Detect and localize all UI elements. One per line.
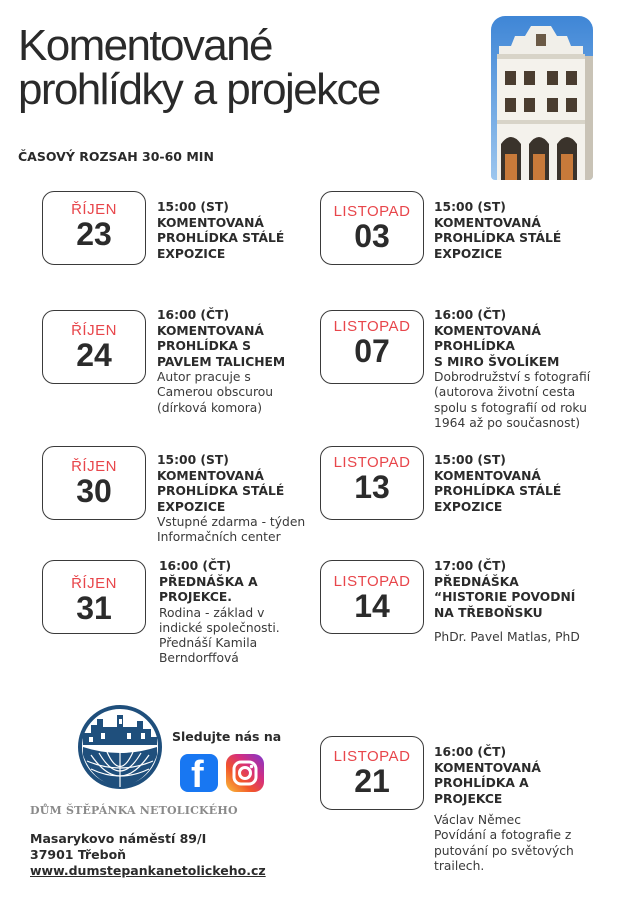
event-title: KOMENTOVANÁ PROHLÍDKA A PROJEKCE (434, 760, 541, 806)
event-title: KOMENTOVANÁ PROHLÍDKA STÁLÉ EXPOZICE (157, 215, 285, 261)
event-description: Vstupné zdarma - týden Informačních center (157, 515, 306, 545)
date-box (42, 310, 146, 384)
facebook-icon[interactable] (180, 754, 218, 796)
event-month: LISTOPAD (333, 454, 411, 471)
event-title: PŘEDNÁŠKA A PROJEKCE. (159, 574, 258, 604)
event-month: LISTOPAD (333, 318, 411, 335)
event-details (159, 559, 319, 667)
event-time: 17:00 (ČT) (434, 559, 507, 573)
date-box (42, 560, 146, 634)
date-box (42, 446, 146, 520)
title-line-1: Komentované (18, 21, 272, 70)
date-box (320, 191, 424, 265)
date-box (320, 310, 424, 384)
event-title: KOMENTOVANÁ PROHLÍDKA S MIRO ŠVOLÍKEM (434, 323, 560, 369)
event-time: 15:00 (ST) (434, 200, 506, 214)
event-details (434, 200, 614, 262)
event-details (434, 559, 624, 645)
event-title: KOMENTOVANÁ PROHLÍDKA STÁLÉ EXPOZICE (434, 215, 562, 261)
event-day: 21 (354, 763, 390, 799)
event-month: LISTOPAD (333, 573, 411, 590)
event-day: 03 (354, 218, 390, 254)
event-time: 16:00 (ČT) (157, 308, 230, 322)
instagram-icon[interactable] (226, 754, 264, 792)
event-details (434, 745, 624, 874)
event-month: ŘÍJEN (71, 201, 117, 218)
date-box (320, 736, 424, 810)
event-details (157, 200, 317, 262)
event-time: 15:00 (ST) (157, 453, 229, 467)
date-box (320, 446, 424, 520)
event-day: 07 (354, 333, 390, 369)
building-photo (491, 16, 593, 180)
address-street: Masarykovo náměstí 89/I (30, 831, 207, 846)
event-day: 24 (76, 337, 112, 373)
event-time: 16:00 (ČT) (434, 745, 507, 759)
event-time: 15:00 (ST) (434, 453, 506, 467)
event-description: Václav Němec Povídání a fotografie z putování po světových trailech. (434, 813, 574, 873)
event-time: 15:00 (ST) (157, 200, 229, 214)
event-month: ŘÍJEN (71, 575, 117, 592)
page-title (18, 21, 488, 114)
event-day: 30 (76, 473, 112, 509)
event-description: Rodina - základ v indické společnosti. Přednáší Kamila Berndorffová (159, 605, 280, 666)
date-box (320, 560, 424, 634)
event-month: LISTOPAD (333, 203, 411, 220)
event-details (157, 453, 327, 546)
date-box (42, 191, 146, 265)
organization-name: DŮM ŠTĚPÁNKA NETOLICKÉHO (30, 804, 238, 817)
event-month: LISTOPAD (333, 748, 411, 765)
event-day: 14 (354, 588, 390, 624)
address-city: 37901 Třeboň (30, 847, 127, 862)
title-line-2: prohlídky a projekce (18, 65, 380, 114)
event-description: Dobrodružství s fotografií (autorova životní cesta spolu s fotografií od roku 1964 až po současnost) (434, 370, 591, 430)
event-details (434, 308, 624, 431)
website-link[interactable]: www.dumstepankanetolickeho.cz (30, 863, 266, 878)
event-title: KOMENTOVANÁ PROHLÍDKA S PAVLEM TALICHEM (157, 323, 286, 369)
event-description: PhDr. Pavel Matlas, PhD (434, 630, 580, 644)
follow-us-label: Sledujte nás na (172, 729, 282, 744)
event-time: 16:00 (ČT) (159, 559, 232, 573)
event-day: 31 (76, 590, 112, 626)
event-details (434, 453, 614, 515)
event-month: ŘÍJEN (71, 322, 117, 339)
organization-logo (77, 697, 163, 797)
duration-subtitle: ČASOVÝ ROZSAH 30-60 MIN (18, 149, 214, 164)
event-day: 13 (354, 469, 390, 505)
event-day: 23 (76, 216, 112, 252)
address-block (30, 831, 266, 879)
event-time: 16:00 (ČT) (434, 308, 507, 322)
event-title: PŘEDNÁŠKA “HISTORIE POVODNÍ NA TŘEBOŇSKU (434, 574, 576, 620)
event-month: ŘÍJEN (71, 458, 117, 475)
event-description: Autor pracuje s Camerou obscurou (dírková komora) (157, 370, 274, 415)
event-title: KOMENTOVANÁ PROHLÍDKA STÁLÉ EXPOZICE (157, 468, 285, 514)
facebook-glyph: f (191, 754, 204, 796)
event-title: KOMENTOVANÁ PROHLÍDKA STÁLÉ EXPOZICE (434, 468, 562, 514)
event-details (157, 308, 322, 416)
